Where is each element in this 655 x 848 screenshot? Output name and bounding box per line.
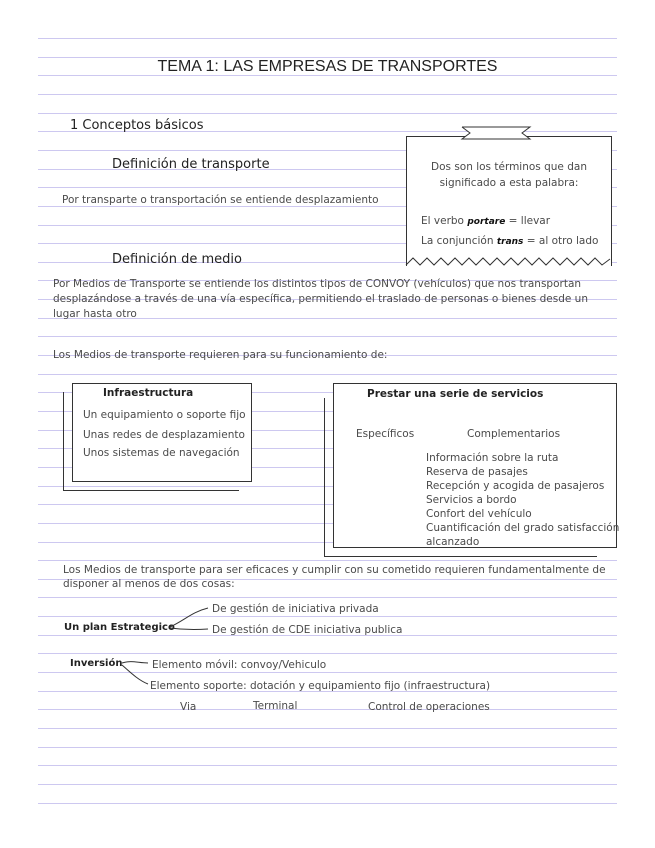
inversion-sub-via: Via [180, 701, 197, 713]
servicios-title: Prestar una serie de servicios [367, 388, 544, 400]
text-definicion-transporte: Por transparte o transportación se entiende desplazamiento [62, 194, 379, 206]
medio-line-2: desplazándose a través de una vía específica, permitiendo el traslado de personas o bienes desde un [53, 293, 588, 305]
infra-item: Un equipamiento o soporte fijo [83, 409, 246, 421]
heading-definicion-transporte: Definición de transporte [112, 157, 270, 172]
inversion-option-1: Elemento móvil: convoy/Vehiculo [152, 659, 327, 671]
servicios-col-complementarios: Complementarios [467, 428, 561, 440]
infra-title: Infraestructura [103, 387, 194, 399]
heading-definicion-medio: Definición de medio [112, 252, 242, 267]
conj-word: trans [496, 237, 524, 247]
verbo-prefix: El verbo [421, 215, 464, 227]
section-heading: 1 Conceptos básicos [70, 118, 204, 133]
infra-item: Unos sistemas de navegación [83, 447, 240, 459]
servicios-col-especificos: Específicos [356, 428, 415, 440]
verbo-word: portare [467, 217, 506, 227]
servicio-item: Información sobre la ruta [426, 452, 559, 464]
medio-line-1: Por Medios de Transporte se entiende los distintos tipos de CONVOY (vehículos) que nos transportan [53, 278, 582, 290]
inversion-option-2: Elemento soporte: dotación y equipamiento fijo (infraestructura) [150, 680, 491, 692]
servicio-item: Reserva de pasajes [426, 466, 528, 478]
servicio-item: alcanzado [426, 536, 480, 548]
inversion-label: Inversión [70, 658, 123, 669]
servicio-item: Cuantificación del grado satisfacción [426, 522, 620, 534]
note-line-1: Dos son los términos que dan [431, 161, 587, 173]
requieren-text: Los Medios de transporte requieren para su funcionamiento de: [53, 349, 388, 361]
note-line-2: significado a esta palabra: [439, 177, 579, 189]
servicio-item: Servicios a bordo [426, 494, 517, 506]
servicio-item: Recepción y acogida de pasajeros [426, 480, 605, 492]
plan-label: Un plan Estrategico [64, 622, 175, 633]
verbo-suffix: = llevar [508, 215, 551, 227]
plan-option-2: De gestión de CDE iniciativa publica [212, 624, 403, 636]
conj-suffix: = al otro lado [526, 235, 599, 247]
conj-prefix: La conjunción [421, 235, 494, 247]
inversion-sub-terminal: Terminal [253, 700, 298, 712]
servicio-item: Confort del vehículo [426, 508, 532, 520]
eficaces-line-1: Los Medios de transporte para ser eficaces y cumplir con su cometido requieren fundamentalmente de [63, 564, 606, 576]
infra-item: Unas redes de desplazamiento [83, 429, 245, 441]
medio-line-3: lugar hasta otro [53, 308, 137, 320]
eficaces-line-2: disponer al menos de dos cosas: [63, 578, 235, 590]
page-title: TEMA 1: LAS EMPRESAS DE TRANSPORTES [157, 58, 498, 75]
plan-option-1: De gestión de iniciativa privada [212, 603, 379, 615]
inversion-sub-control: Control de operaciones [368, 701, 490, 713]
